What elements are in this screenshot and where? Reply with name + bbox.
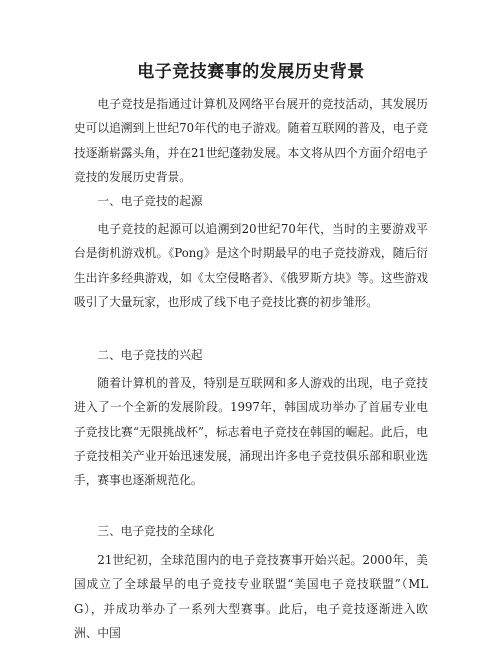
section-2-body: 随着计算机的普及，特别是互联网和多人游戏的出现，电子竞技进入了一个全新的发展阶段。1997年，韩国成功举办了首届专业电子竞技比赛“无限挑战杯”，标志着电子竞技在韩国的崛起。此后，电子竞技相关产业开始迅速发展，涌现出许多电子竞技俱乐部和职业选手，赛事也逐渐规范化。 <box>74 376 428 488</box>
section-3-heading: 三、电子竞技的全球化 <box>97 524 215 538</box>
section-2-heading: 二、电子竞技的兴起 <box>97 348 203 362</box>
intro-paragraph: 电子竞技是指通过计算机及网络平台展开的竞技活动，其发展历史可以追溯到上世纪70年代的电子游戏。随着互联网的普及，电子竞技逐渐崭露头角，并在21世纪蓬勃发展。本文将从四个方面介绍电子竞技的发展历史背景。 <box>74 97 428 184</box>
section-1-body: 电子竞技的起源可以追溯到20世纪70年代，当时的主要游戏平台是街机游戏机。《Pong》是这个时期最早的电子竞技游戏，随后衍生出许多经典游戏，如《太空侵略者》、《俄罗斯方块》等。这些游戏吸引了大量玩家，也形成了线下电子竞技比赛的初步雏形。 <box>74 222 428 309</box>
document-title: 电子竞技赛事的发展历史背景 <box>137 62 365 82</box>
section-3-body: 21世纪初，全球范围内的电子竞技赛事开始兴起。2000年，美国成立了全球最早的电子竞技专业联盟“美国电子竞技联盟”（MLG），并成功举办了一系列大型赛事。此后，电子竞技逐渐进入欧洲、中国 <box>74 553 428 640</box>
section-1-heading: 一、电子竞技的起源 <box>97 194 203 208</box>
